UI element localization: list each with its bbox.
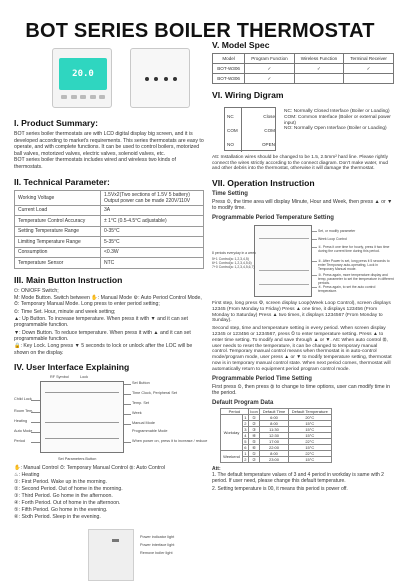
table-row: Current Load 3A (15, 205, 204, 216)
ui-label-time-clock: Time Clock, Peripheral Set (132, 391, 178, 396)
photo-label-power-indicator: Power indicator light (140, 534, 175, 539)
wiring-notes (284, 109, 394, 132)
summary-paragraph-1: BOT series boiler thermostats are with LCD digital display big screen, and it is developed according to market's requirements. This series thermostats are easy to operate, and with complete functions. It can be used to control boilers, motorized ball valves, motorized valves, electric valves, solenoid valves, etc. (14, 131, 204, 157)
list-item: ③: Third Period. Go home in the afternoon. (14, 493, 113, 500)
list-item: ⑥: Sixth Period. Sleep in the evening. (14, 514, 101, 521)
ui-label-child-lock: Child Lock (14, 397, 32, 402)
lcd-screen: 20.0 (59, 58, 107, 90)
buttons-heading: III. Main Button Instruction (14, 274, 123, 285)
ui-heading: IV. User Interface Explaining (14, 362, 130, 373)
wireless-receiver-image (130, 48, 190, 108)
list-item: ✋: Manual Control ⏱: Temporary Manual Control ⚙: Auto Control (14, 465, 165, 472)
ui-label-set-button: Set Button (132, 381, 150, 386)
table-row: BOT-W306 ✓ ✓ ✓ (213, 64, 394, 74)
table-row: 2 ② 23:00 15°C (221, 456, 332, 462)
prog-label-right: ③. Press again, more temperature display and temp, parameter to set the temperature in different periods. (318, 272, 394, 285)
table-row: Working Voltage 1.5Vx2(Two sections of 1.5V 5 battery) Output power can be made 220V/110V (15, 190, 204, 205)
list-item: ④: Forth Period. Out of home in the afternoon. (14, 500, 121, 507)
wiring-attention: Att: Installation wires should be changed to be 1.5, 2.5mm² hard line. Please rightly connect the wires strictly according to the connect diagram. Don't make water, mud and other debris into the thermostat, otherwise it will damage the thermostat. (212, 155, 389, 172)
prog-label-right: Week Loop Control (318, 236, 347, 241)
list-item: ▲: Up Button. To increase temperature. When press it with ▼ and it can set programmable function. (14, 315, 188, 329)
time-setting-title: Time Setting (212, 190, 248, 197)
left-column (14, 40, 208, 587)
lcd-diagram (40, 381, 124, 453)
receiver-back-image (14, 527, 204, 587)
table-row: Limiting Temperature Range 5-35°C (15, 237, 204, 248)
timing-title: Programmable Period Time Setting (212, 375, 312, 382)
list-item: COM: Common Interface (Boiler or external power input) (284, 114, 391, 126)
prog-label-right: Set, or modify parameter (318, 228, 356, 233)
list-item: NO: Normally Open Interface (Boiler or Loading) (284, 126, 387, 132)
technical-table (14, 190, 204, 269)
table-row: 3 ③ 11:30 15°C (221, 426, 332, 432)
receiver-leds (145, 77, 177, 81)
model-spec-heading: V. Model Spec (212, 40, 270, 50)
list-item: 🔒: Key Lock. Long press ▼ 5 seconds to lock or unlock after the LOC will be shown on the display. (14, 343, 193, 356)
list-item: ①: First Period. Wake up in the morning. (14, 479, 107, 486)
table-row: Consumption <0.3W (15, 247, 204, 258)
prog-setting-title: Programmable Period Temperature Setting (212, 214, 334, 221)
prog-label-right: ②. After Power is set, long press it 5 seconds to enter Temporary auto-operating, Lock in Temporary Manual mode. (318, 258, 390, 271)
prog-label-left: 5+1 Control(a: 1,2,3,4,5) (212, 256, 249, 261)
wiring-diagram (212, 103, 394, 155)
table-row: 4 ④ 12:30 15°C (221, 432, 332, 438)
table-header-row: Model Program Function Wireless Function Terminal Receiver (213, 54, 394, 64)
technical-heading: II. Technical Parameter: (14, 176, 110, 187)
timing-text: First press ⏲, then press ⚙ to change to time options, user can modify time in the period. (212, 383, 391, 397)
list-item: ⏲: Time Set. Hour, minute and week setting; (14, 308, 116, 315)
terminal-row: NC Close (227, 114, 275, 119)
ui-label-week: Week (132, 411, 142, 416)
second-step-text: Second step, time and temperature setting in every period. When screen display 12345 or 123456 or 1234567, press ⏲ to enter temperature setting. Press ▲ to enter time setting. To modify and save through ▲ or ▼. Att: When auto control ⚙, user needs to reset the temperature, it can be changed to temporary manual control. Temporary manual control means when thermostat is in auto-control mode/program mode, user press ▲ or ▼ to modify temperature setting, thermostat now is in temporary manual control state. When next period comes, thermostat will automatically return to equipment period program control mode. (212, 326, 392, 372)
wired-thermostat-image (52, 48, 112, 108)
table-row: Weekend 1 ① 8:00 22°C (221, 450, 332, 456)
list-item: ▼: Down Button. To reduce temperature. When press it with ▲ and it can set programmable function. (14, 329, 191, 343)
icon-legend (14, 465, 204, 520)
default-program-table (220, 408, 332, 463)
ui-diagram (14, 375, 208, 465)
ui-label-set-parameters: Set Parameters Button (58, 457, 97, 462)
default-program-notes (212, 466, 394, 492)
table-row: 5 ⑤ 17:00 22°C (221, 438, 332, 444)
list-item: 2. Setting temperature is 00, it means this period is power off. (212, 485, 348, 492)
ui-label-programmable: Programmable Mode (132, 429, 168, 434)
time-setting-text: Press ⏲, the time area will display Minute, Hour and Week, then press ▲ or ▼ to modify time. (212, 198, 393, 212)
list-item: ♨: Heating (14, 472, 40, 479)
product-photos (14, 40, 204, 112)
ui-label-room-temp: Room Tem. (14, 409, 34, 414)
ui-label-rf: RF Symbol (50, 375, 69, 380)
table-row: Temperature Control Accuracy ± 1°C (0.5-4.5°C adjustable) (15, 216, 204, 227)
button-instructions (14, 288, 204, 357)
prog-label-left: 7+0 Control(a: 1,2,3,4,5,6,7) (212, 264, 255, 269)
table-row: 2 ② 8:00 15°C (221, 420, 332, 426)
terminal-row: NO OPEN (227, 142, 275, 147)
table-row: Workday 1 ① 6:00 20°C (221, 414, 332, 420)
list-item: ⏻: ON/OFF Switch; (14, 287, 59, 294)
ui-label-power-on: When power on, press it to increase / reduce (132, 439, 208, 444)
default-program-title: Default Program Data (212, 399, 274, 406)
list-item: ⑤: Fifth Period. Go home in the evening. (14, 507, 108, 514)
receiver-back (88, 529, 134, 581)
prog-label-right: ①. Press it one time for hourly, press it two time during the current time during this period. (318, 244, 390, 253)
table-row: Temperature Sensor NTC (15, 258, 204, 269)
wiring-heading: VI. Wiring Digram (212, 90, 284, 100)
summary-paragraph-2: BOT series boiler thermostats includes wired and wireless two kinds of thermostats. (14, 157, 176, 170)
att-label: Att: (212, 465, 221, 472)
device-buttons (61, 95, 105, 101)
page-title: BOT SERIES BOILER THERMOSTAT (25, 20, 375, 42)
model-spec-table (212, 53, 394, 84)
list-item: ②: Second Period. Out of home in the morning. (14, 486, 123, 493)
list-item: M: Mode Button. Switch between ✋: Manual Mode ⚙: Auto Period Control Mode, ⏱: Temporary Manual Mode. Long press to enter period setting; (14, 294, 202, 308)
table-row: 6 ⑥ 22:00 15°C (221, 444, 332, 450)
ui-label-temp-set: Temp. Set (132, 401, 150, 406)
list-item: NC: Normally Closed Interface (Boiler or Loading) (284, 109, 390, 114)
right-column (212, 40, 394, 492)
ui-label-auto-mode: Auto Mode (14, 429, 33, 434)
first-step-text: First step, long press ⚙, screen display Loop(Week Loop Control), screen displays 12345 (From Monday to Friday) Press ▲ one time, it displays 123456 (From Monday to Saturday) Press ▲ two times, it displays 1234567 (From Monday to Sunday). (212, 300, 391, 324)
table-row: BOT-W306 ✓ (213, 74, 394, 84)
table-row: Setting Temperature Range 0-35°C (15, 226, 204, 237)
terminal-box (224, 107, 276, 151)
photo-label-power-interface: Power interface light (140, 542, 175, 547)
ui-label-period: Period (14, 439, 25, 444)
prog-diagram (212, 223, 394, 301)
table-header-row: Period Icon Default Time Default Temperature (221, 408, 332, 414)
terminal-row: COM COM (227, 128, 275, 133)
ui-label-heating: Heating (14, 419, 28, 424)
ui-label-manual-mode: Manual Mode (132, 421, 156, 426)
prog-lcd-diagram (254, 225, 312, 297)
list-item: 1. The default temperature values of 3 and 4 period in workday is same with 2 period. If user need, please change this default temperature. (212, 471, 384, 484)
photo-label-remove-boiler: Remove boiler light (140, 550, 173, 555)
terminal-block (112, 539, 119, 542)
operation-heading: VII. Operation Instruction (212, 177, 315, 188)
ui-label-lock: Lock (80, 375, 89, 380)
summary-heading: I. Product Summary: (14, 118, 99, 128)
prog-label-left: 8 periods everyday in a week (212, 250, 256, 255)
prog-label-right: ④. Press again, to set the auto control temperature. (318, 284, 376, 293)
prog-label-left: 6+1 Control(a: 1,2,3,4,5,6) (212, 260, 252, 265)
